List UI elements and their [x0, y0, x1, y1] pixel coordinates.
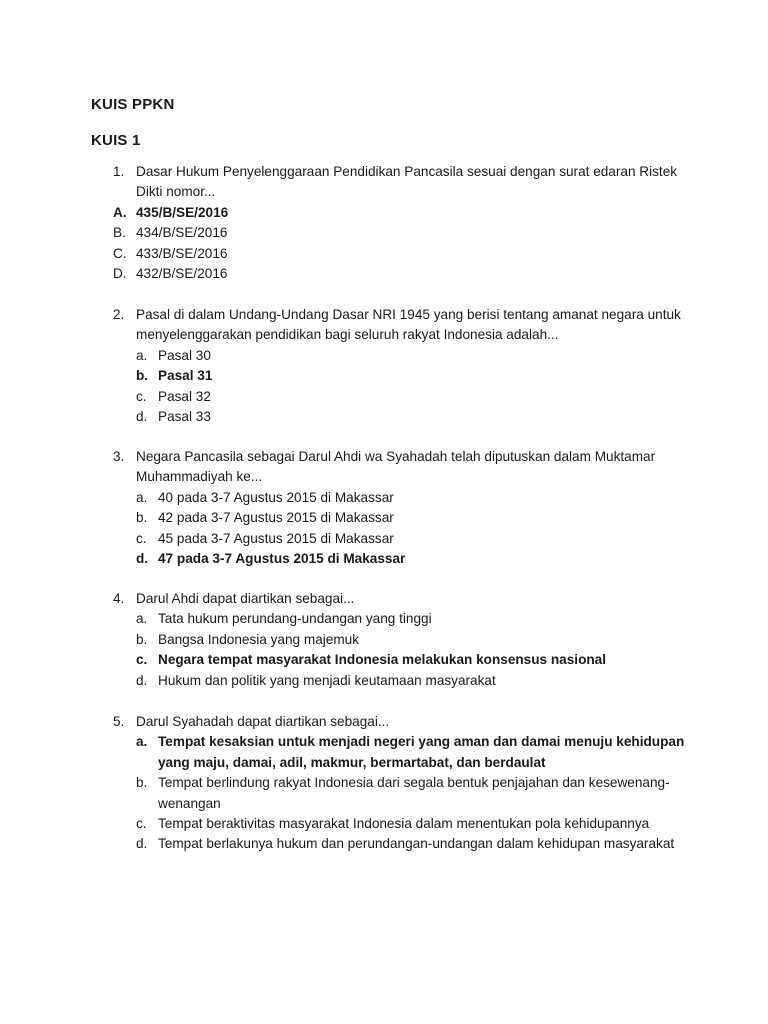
question-5: [0, 712, 768, 855]
answer-option: [0, 508, 768, 528]
option-text: Tempat kesaksian untuk menjadi negeri yang aman dan damai menuju kehidupan yang maju, damai, adil, makmur, bermartabat, dan berdaulat: [158, 734, 685, 770]
option-label: c.: [136, 816, 147, 832]
option-label: c.: [136, 388, 147, 404]
question-1: [0, 162, 768, 284]
question-number: 4.: [113, 591, 125, 606]
option-label: B.: [113, 225, 126, 241]
question-stem: [0, 162, 768, 203]
option-label: b.: [136, 631, 148, 647]
answer-option: [0, 814, 768, 834]
question-number: 2.: [113, 307, 125, 322]
option-text: Tempat beraktivitas masyarakat Indonesia dalam menentukan pola kehidupannya: [158, 816, 650, 832]
question-stem: [0, 447, 768, 488]
answer-option: [0, 366, 768, 386]
question-number: 1.: [113, 164, 125, 179]
answer-option: [0, 223, 768, 243]
option-text: Pasal 32: [158, 388, 211, 404]
answer-option: [0, 773, 768, 814]
question-number: 3.: [113, 449, 125, 464]
option-text: Tempat berlindung rakyat Indonesia dari segala bentuk penjajahan dan kesewenang-wenangan: [158, 775, 670, 811]
option-text: 435/B/SE/2016: [136, 204, 229, 220]
answer-option: [0, 264, 768, 284]
option-text: 432/B/SE/2016: [136, 266, 228, 282]
option-text: Bangsa Indonesia yang majemuk: [158, 631, 360, 647]
question-stem: [0, 712, 768, 732]
option-text: 45 pada 3-7 Agustus 2015 di Makassar: [158, 530, 394, 546]
answer-option: [0, 834, 768, 854]
question-text: Darul Syahadah dapat diartikan sebagai...: [136, 714, 390, 729]
question-text: Dasar Hukum Penyelenggaraan Pendidikan Pancasila sesuai dengan surat edaran Ristek Dikti nomor...: [136, 164, 678, 200]
option-label: b.: [136, 510, 148, 526]
option-label: d.: [136, 836, 148, 852]
option-label: d.: [136, 551, 149, 567]
question-text: Negara Pancasila sebagai Darul Ahdi wa Syahadah telah diputuskan dalam Muktamar Muhammadiyah ke...: [136, 449, 656, 485]
option-text: Tata hukum perundang-undangan yang tinggi: [158, 611, 432, 627]
option-text: Hukum dan politik yang menjadi keutamaan masyarakat: [158, 672, 496, 688]
option-label: d.: [136, 672, 148, 688]
document-title: KUIS PPKN: [91, 96, 175, 113]
option-label: b.: [136, 775, 148, 791]
quiz-subtitle: KUIS 1: [91, 132, 141, 149]
question-stem: [0, 589, 768, 609]
option-label: a.: [136, 489, 148, 505]
question-3: [0, 447, 768, 569]
question-stem: [0, 305, 768, 346]
answer-option: [0, 529, 768, 549]
option-text: Negara tempat masyarakat Indonesia melakukan konsensus nasional: [158, 652, 607, 668]
option-label: D.: [113, 266, 127, 282]
question-text: Pasal di dalam Undang-Undang Dasar NRI 1945 yang berisi tentang amanat negara untuk menyelenggarakan pendidikan bagi seluruh rakyat Indonesia adalah...: [136, 307, 681, 343]
answer-option: [0, 549, 768, 569]
option-label: a.: [136, 734, 148, 750]
option-text: Pasal 33: [158, 409, 211, 425]
option-text: 433/B/SE/2016: [136, 245, 228, 261]
question-4: [0, 589, 768, 691]
option-label: c.: [136, 652, 148, 668]
option-label: d.: [136, 409, 148, 425]
answer-option: [0, 203, 768, 223]
answer-option: [0, 488, 768, 508]
option-text: Pasal 31: [158, 368, 213, 384]
answer-option: [0, 407, 768, 427]
answer-option: [0, 650, 768, 670]
answer-option: [0, 609, 768, 629]
option-label: b.: [136, 368, 149, 384]
option-text: Tempat berlakunya hukum dan perundangan-undangan dalam kehidupan masyarakat: [158, 836, 675, 852]
option-text: Pasal 30: [158, 347, 211, 363]
option-label: a.: [136, 347, 148, 363]
question-text: Darul Ahdi dapat diartikan sebagai...: [136, 591, 355, 606]
option-label: a.: [136, 611, 148, 627]
option-label: A.: [113, 204, 127, 220]
option-text: 47 pada 3-7 Agustus 2015 di Makassar: [158, 551, 406, 567]
answer-option: [0, 732, 768, 773]
answer-option: [0, 346, 768, 366]
question-2: [0, 305, 768, 427]
question-number: 5.: [113, 714, 125, 729]
answer-option: [0, 387, 768, 407]
option-label: C.: [113, 245, 127, 261]
answer-option: [0, 630, 768, 650]
option-text: 434/B/SE/2016: [136, 225, 228, 241]
answer-option: [0, 671, 768, 691]
option-text: 40 pada 3-7 Agustus 2015 di Makassar: [158, 489, 394, 505]
answer-option: [0, 244, 768, 264]
option-label: c.: [136, 530, 147, 546]
option-text: 42 pada 3-7 Agustus 2015 di Makassar: [158, 510, 394, 526]
